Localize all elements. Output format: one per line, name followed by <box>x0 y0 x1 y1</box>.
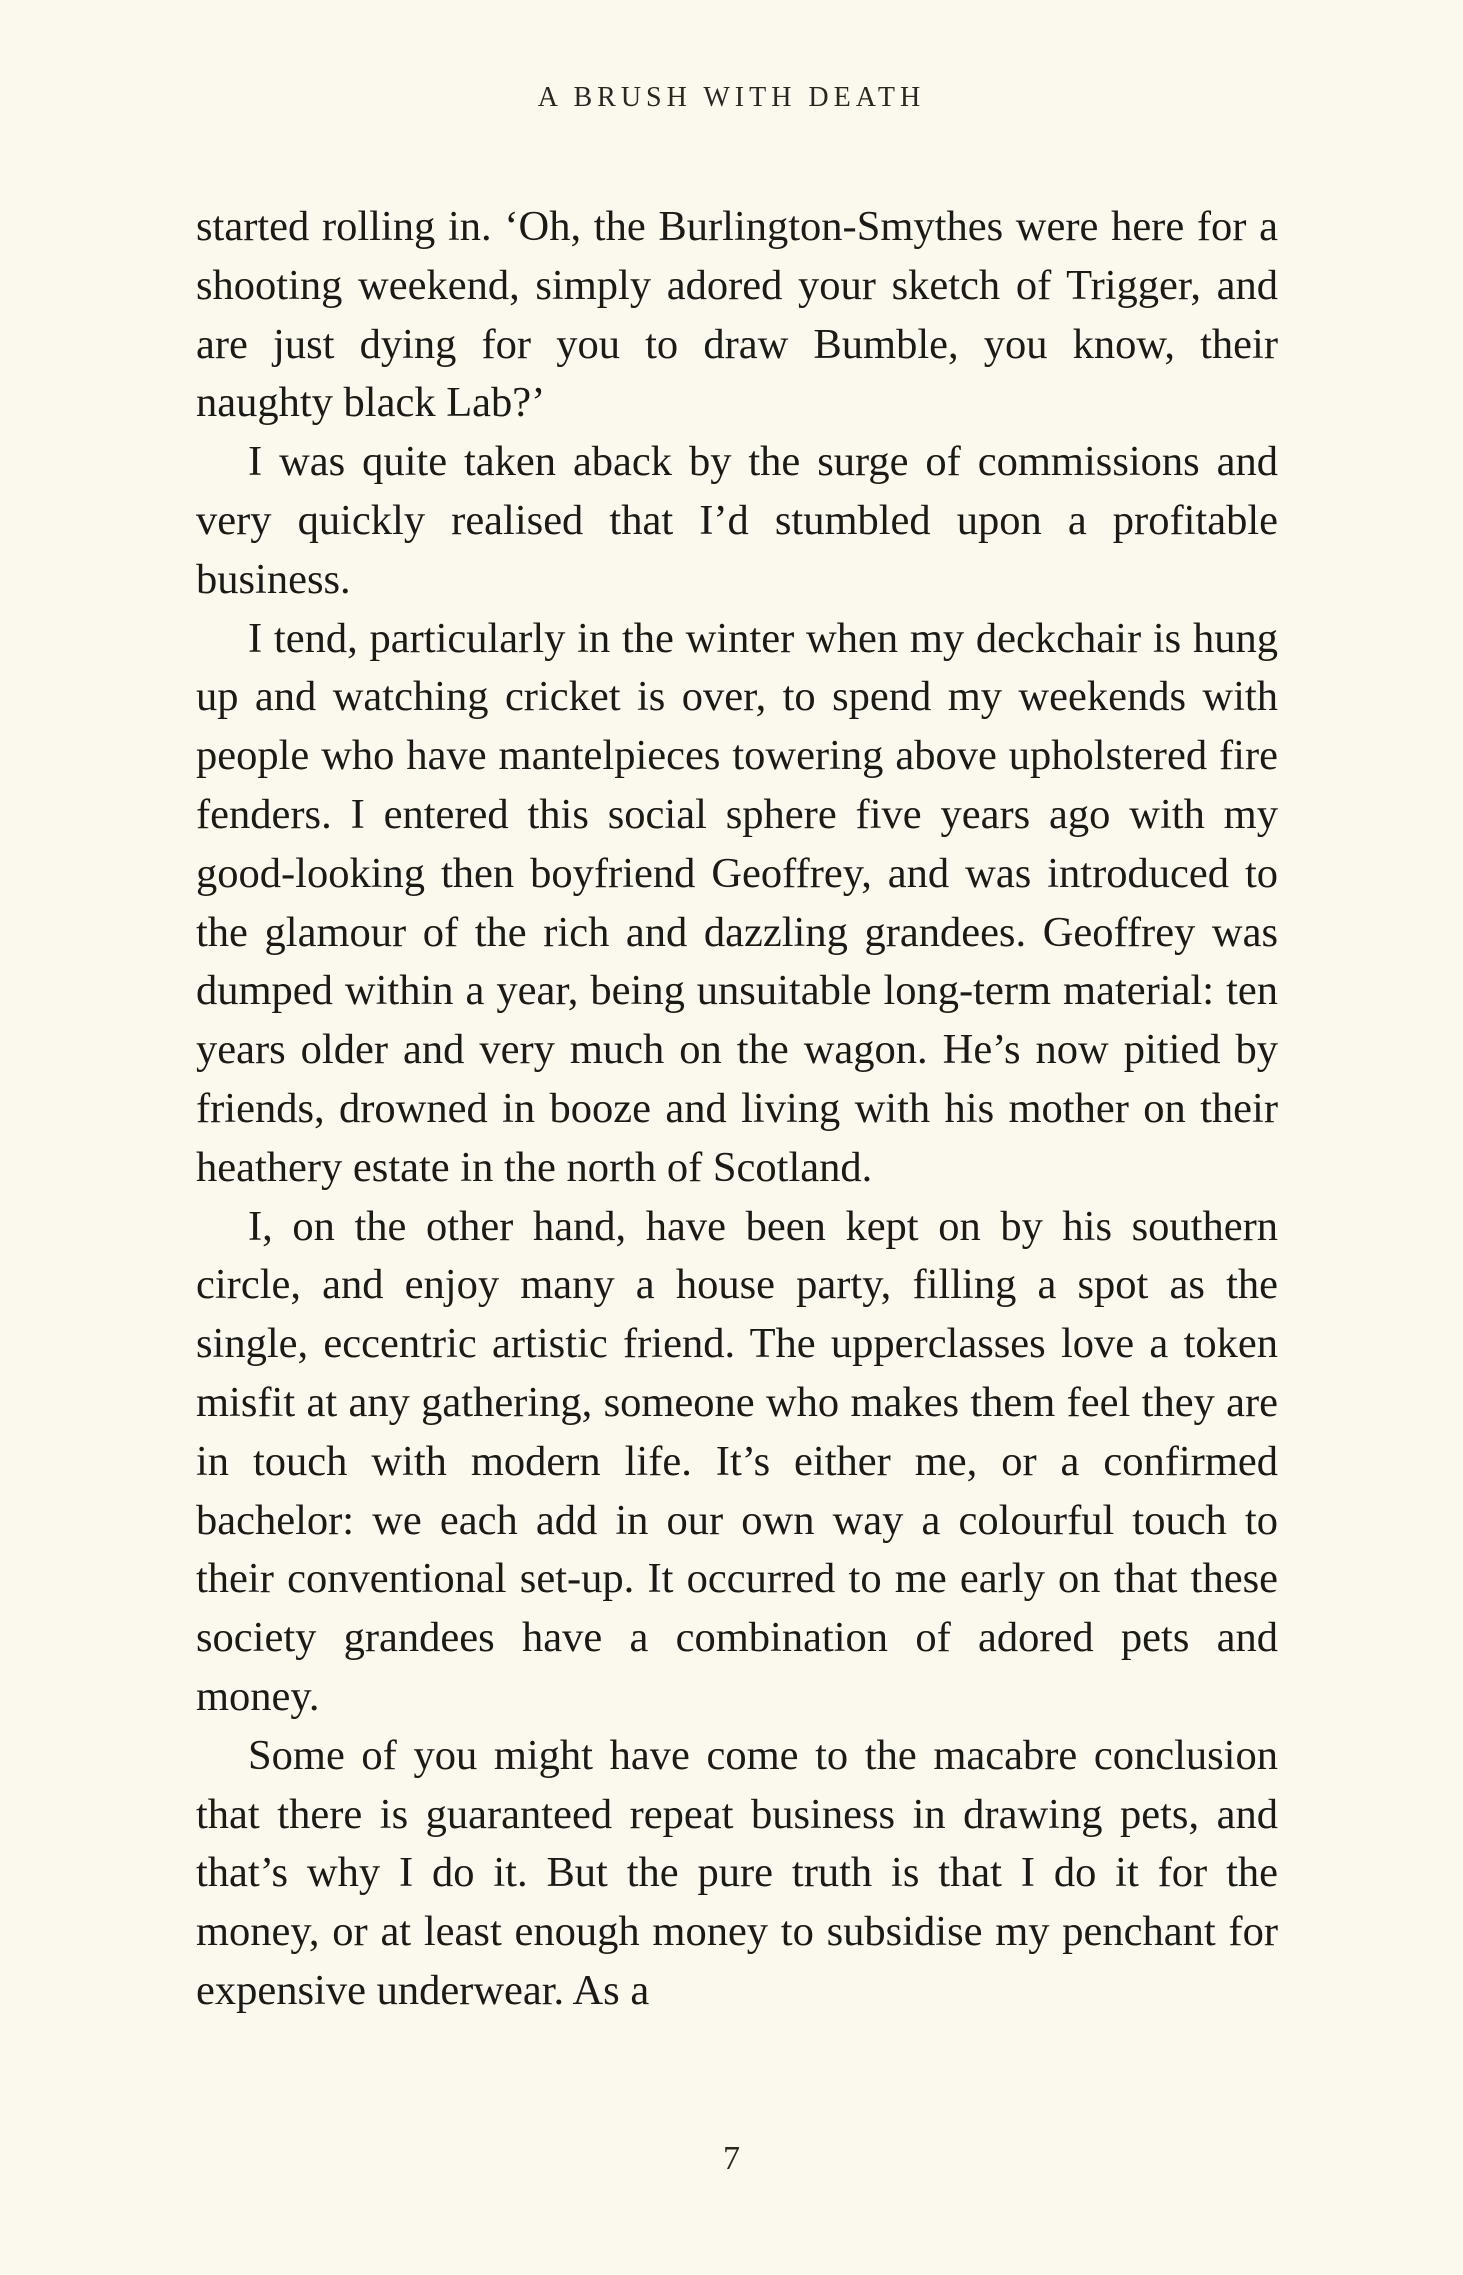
page-number: 7 <box>723 2140 740 2177</box>
paragraph: I tend, particularly in the winter when my deckchair is hung up and watching cricket is over, to spend my weekends with people who have mantelpieces towering above upholstered fire fenders. I entered this social sphere five years ago with my good-looking then boyfriend Geoffrey, and was introduced to the glamour of the rich and dazzling grandees. Geoffrey was dumped within a year, being unsuitable long-term material: ten years older and very much on the wagon. He’s now pitied by friends, drowned in booze and living with his mother on their heathery estate in the north of Scotland. <box>196 614 1278 1191</box>
running-head: A BRUSH WITH DEATH <box>537 82 926 113</box>
body-text <box>196 198 1278 2021</box>
paragraph: Some of you might have come to the macabre conclusion that there is guaranteed repeat business in drawing pets, and that’s why I do it. But the pure truth is that I do it for the money, or at least enough money to subsidise my penchant for expensive underwear. As a <box>196 1731 1278 2014</box>
paragraph: I, on the other hand, have been kept on by his southern circle, and enjoy many a house party, filling a spot as the single, eccentric artistic friend. The upperclasses love a token misfit at any gathering, someone who makes them feel they are in touch with modern life. It’s either me, or a confirmed bachelor: we each add in our own way a colourful touch to their conventional set-up. It occurred to me early on that these society grandees have a combination of adored pets and money. <box>196 1202 1278 1720</box>
paragraph-continued: started rolling in. ‘Oh, the Burlington-Smythes were here for a shooting weekend, simply adored your sketch of Trigger, and are just dying for you to draw Bumble, you know, their naughty black Lab?’ <box>196 203 1278 427</box>
paragraph: I was quite taken aback by the surge of commissions and very quickly realised that I’d stumbled upon a profitable business. <box>196 438 1278 603</box>
